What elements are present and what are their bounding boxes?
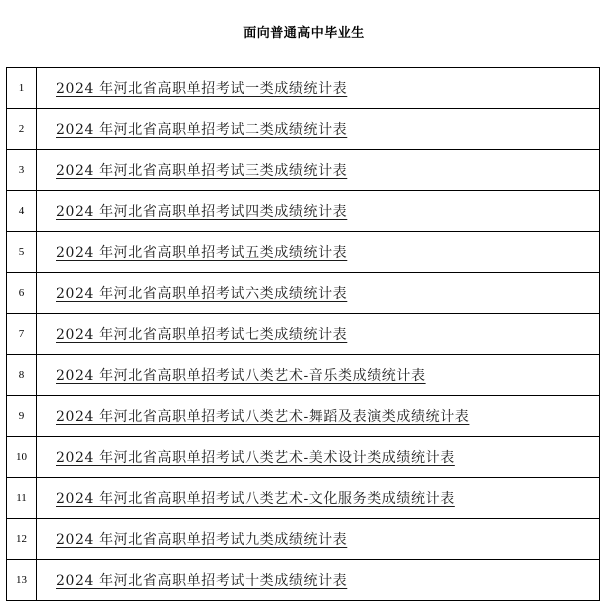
- table-row: [7, 191, 600, 232]
- score-table-link[interactable]: 2024 年河北省高职单招考试六类成绩统计表: [56, 286, 348, 302]
- table-row: [7, 109, 600, 150]
- table-row: [7, 314, 600, 355]
- score-table-link[interactable]: 2024 年河北省高职单招考试二类成绩统计表: [56, 122, 348, 138]
- table-row: [7, 232, 600, 273]
- table-row: [7, 273, 600, 314]
- row-number: 2: [7, 109, 37, 150]
- score-table-link[interactable]: 2024 年河北省高职单招考试四类成绩统计表: [56, 204, 348, 220]
- row-number: 13: [7, 560, 37, 601]
- row-number: 12: [7, 519, 37, 560]
- score-table-link[interactable]: 2024 年河北省高职单招考试八类艺术-舞蹈及表演类成绩统计表: [56, 409, 470, 425]
- row-number: 7: [7, 314, 37, 355]
- table-row: [7, 437, 600, 478]
- score-table-link[interactable]: 2024 年河北省高职单招考试八类艺术-美术设计类成绩统计表: [56, 450, 455, 466]
- score-table-link[interactable]: 2024 年河北省高职单招考试八类艺术-文化服务类成绩统计表: [56, 491, 455, 507]
- row-number: 4: [7, 191, 37, 232]
- row-number: 11: [7, 478, 37, 519]
- row-number: 8: [7, 355, 37, 396]
- row-number: 9: [7, 396, 37, 437]
- score-table-link[interactable]: 2024 年河北省高职单招考试三类成绩统计表: [56, 163, 348, 179]
- table-row: [7, 68, 600, 109]
- table-row: [7, 396, 600, 437]
- table-row: [7, 560, 600, 601]
- row-number: 1: [7, 68, 37, 109]
- score-table-link[interactable]: 2024 年河北省高职单招考试一类成绩统计表: [56, 81, 348, 97]
- score-table-list: [6, 67, 600, 601]
- score-table-link[interactable]: 2024 年河北省高职单招考试七类成绩统计表: [56, 327, 348, 343]
- table-row: [7, 355, 600, 396]
- row-number: 10: [7, 437, 37, 478]
- score-table-link[interactable]: 2024 年河北省高职单招考试十类成绩统计表: [56, 573, 348, 589]
- page-title: 面向普通高中毕业生: [243, 26, 365, 41]
- score-table-link[interactable]: 2024 年河北省高职单招考试九类成绩统计表: [56, 532, 348, 548]
- table-row: [7, 150, 600, 191]
- score-table-link[interactable]: 2024 年河北省高职单招考试五类成绩统计表: [56, 245, 348, 261]
- row-number: 6: [7, 273, 37, 314]
- row-number: 3: [7, 150, 37, 191]
- table-row: [7, 519, 600, 560]
- row-number: 5: [7, 232, 37, 273]
- table-row: [7, 478, 600, 519]
- score-table-link[interactable]: 2024 年河北省高职单招考试八类艺术-音乐类成绩统计表: [56, 368, 426, 384]
